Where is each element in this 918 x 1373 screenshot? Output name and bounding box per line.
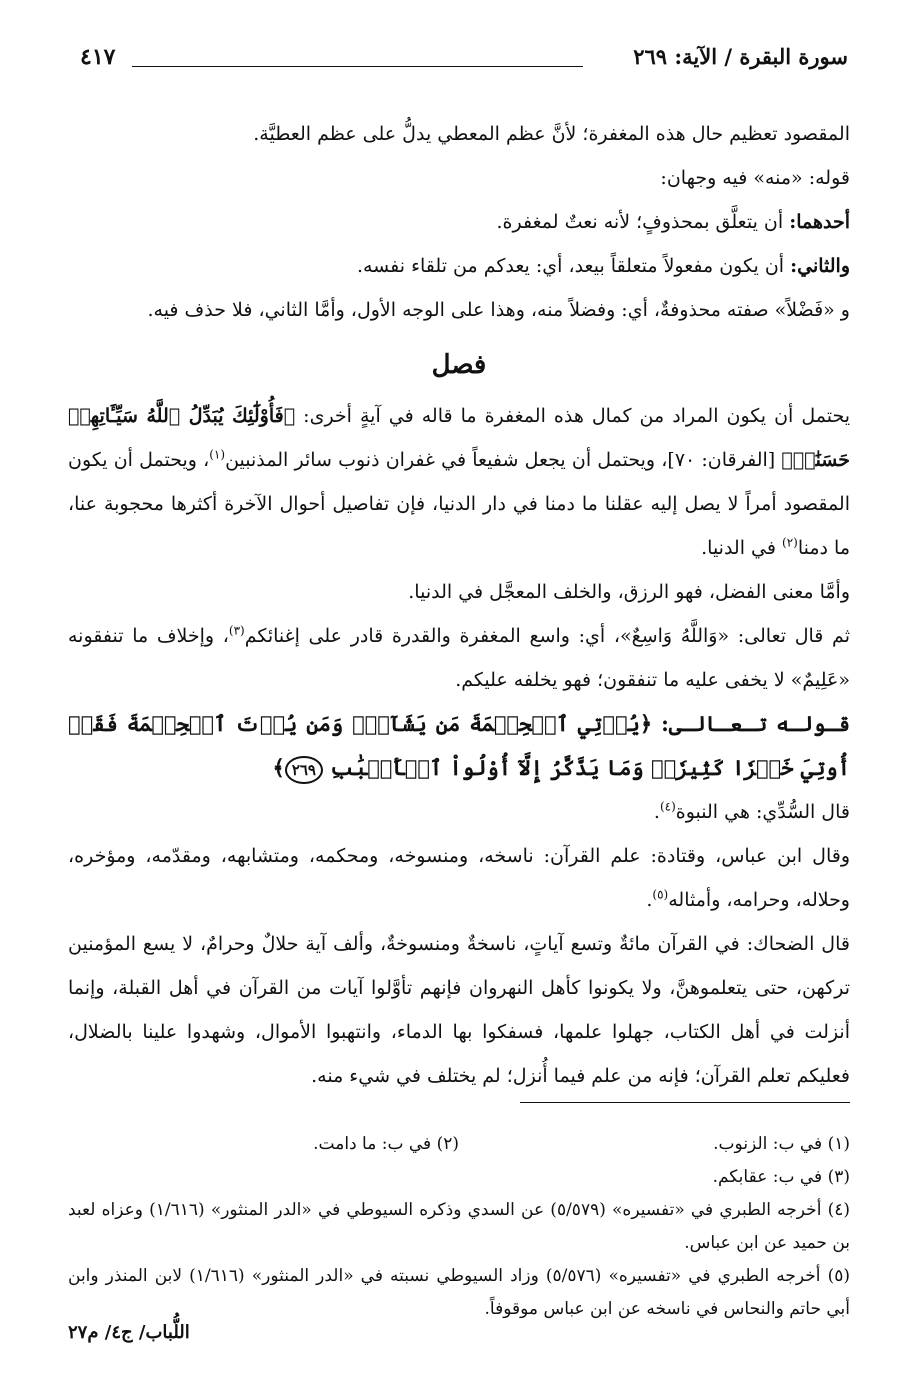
footnote-1: (١) في ب: الزنوب. xyxy=(713,1134,850,1154)
paragraph-6-part-a: يحتمل أن يكون المراد من كمال هذه المغفرة ما قاله في آيةٍ أخرى: xyxy=(295,405,851,427)
signature-mark: اللُّباب/ ج٤/ م٢٧ xyxy=(68,1322,190,1343)
verse-number-badge: ٢٦٩ xyxy=(285,756,323,784)
paragraph-8-part-a: ثم قال تعالى: «وَاللَّهُ وَاسِعٌ»، أي: واسع المغفرة والقدرة قادر على إغنائكم xyxy=(244,625,850,647)
paragraph-4-text: أن يكون مفعولاً متعلقاً بيعد، أي: يعدكم من تلقاء نفسه. xyxy=(356,255,791,277)
page-number: ٤١٧ xyxy=(80,44,116,70)
paragraph-6 xyxy=(68,394,850,570)
quran-citation: ﴿فَأُوْلَٰٓئِكَ يُبَدِّلُ ٱللَّهُ سَيِّـَٔاتِهِمۡ حَسَنَٰتٖ﴾ xyxy=(68,405,850,471)
footnote-ref-1: (١) xyxy=(209,447,226,462)
main-text xyxy=(68,112,850,1098)
footnote-ref-2: (٢) xyxy=(782,535,798,550)
footnote-divider xyxy=(520,1102,850,1103)
paragraph-4 xyxy=(68,244,850,288)
paragraph-8 xyxy=(68,614,850,702)
footnotes xyxy=(68,1128,850,1326)
paragraph-3 xyxy=(68,200,850,244)
paragraph-9-part-a: قال السُّدِّي: هي النبوة xyxy=(675,801,850,823)
paragraph-9-part-b: . xyxy=(653,801,660,823)
footnote-3: (٣) في ب: عقابكم. xyxy=(712,1167,850,1187)
paragraph-7: وأمَّا معنى الفضل، فهو الرزق، والخلف المعجَّل في الدنيا. xyxy=(408,581,850,603)
verse-block xyxy=(68,702,850,790)
paragraph-10-part-b: . xyxy=(646,889,653,911)
paragraph-6-part-d: في الدنيا. xyxy=(701,537,782,559)
running-title: سورة البقرة / الآية: ٢٦٩ xyxy=(633,44,848,69)
footnote-2: (٢) في ب: ما دامت. xyxy=(313,1134,459,1154)
verse-text: ﴿يُؤۡتِي ٱلۡحِكۡمَةَ مَن يَشَآءُۚ وَمَن يُؤۡتَ ٱلۡحِكۡمَةَ فَقَدۡ أُوتِيَ خَيۡرٗا كَثِيرٗاۗ وَمَا يَذَّكَّرُ إِلَّآ أُوْلُواْ ٱلۡأَلۡبَٰبِ xyxy=(68,711,850,780)
paragraph-10 xyxy=(68,834,850,922)
paragraph-1: المقصود تعظيم حال هذه المغفرة؛ لأنَّ عظم المعطي يدلُّ على عظم العطيَّة. xyxy=(253,123,850,145)
paragraph-5: و «فَضْلاً» صفته محذوفةٌ، أي: وفضلاً منه، وهذا على الوجه الأول، وأمَّا الثاني، فلا حذف فيه. xyxy=(147,299,850,321)
paragraph-6-part-c: ، ويحتمل أن يكون المقصود أمراً لا يصل إليه عقلنا ما دمنا في دار الدنيا، فإن تفاصيل أحوال الآخرة أكثرها محجوبة عنا، ما دمنا xyxy=(68,449,850,559)
paragraph-3-text: أن يتعلَّق بمحذوفٍ؛ لأنه نعتٌ لمغفرة. xyxy=(496,211,790,233)
page-header xyxy=(80,44,848,74)
paragraph-4-lead: والثاني: xyxy=(790,255,850,277)
paragraph-6-part-b: [الفرقان: ٧٠]، ويحتمل أن يجعل شفيعاً في غفران ذنوب سائر المذنبين xyxy=(225,449,782,471)
footnote-4: (٤) أخرجه الطبري في «تفسيره» (٥/٥٧٩) عن السدي وذكره السيوطي في «الدر المنثور» (١/٦١٦) وعزاه لعبد بن حميد عن ابن عباس. xyxy=(68,1200,850,1253)
verse-close: ﴾ xyxy=(272,755,285,780)
section-title: فصل xyxy=(431,350,487,380)
footnote-ref-5: (٥) xyxy=(652,887,669,902)
verse-lead: قـولـه تـعـالـى: xyxy=(652,711,851,736)
footnote-row-1 xyxy=(68,1128,850,1161)
paragraph-8-part-b: ، وإخلاف ما تنفقونه «عَلِيمٌ» لا يخفى عليه ما تنفقون؛ فهو يخلفه عليكم. xyxy=(68,625,850,691)
header-rule xyxy=(132,66,583,67)
paragraph-9 xyxy=(68,790,850,834)
paragraph-3-lead: أحدهما: xyxy=(789,211,850,233)
footnote-ref-3: (٣) xyxy=(228,623,245,638)
paragraph-11: قال الضحاك: في القرآن مائةٌ وتسع آياتٍ، ناسخةٌ ومنسوخةٌ، وألف آية حلالٌ وحرامٌ، لا يسع المؤمنين تركهن، حتى يتعلموهنَّ، ولا يكونوا كأهل النهروان فإنهم تأوَّلوا آيات من القرآن في أهل القبلة، وإنما أنزلت في أهل الكتاب، جهلوا علمها، فسفكوا بها الدماء، وانتهبوا الأموال، وشهدوا علينا بالضلال، فعليكم تعلم القرآن؛ فإنه من علم فيما أُنزل؛ لم يختلف في شيء منه. xyxy=(68,933,850,1087)
paragraph-10-part-a: وقال ابن عباس، وقتادة: علم القرآن: ناسخه، ومنسوخه، ومحكمه، ومتشابهه، ومقدّمه، ومؤخره، وحلاله، وحرامه، وأمثاله xyxy=(68,845,850,911)
footnote-5: (٥) أخرجه الطبري في «تفسيره» (٥/٥٧٦) وزاد السيوطي نسبته في «الدر المنثور» (١/٦١٦) لابن المنذر وابن أبي حاتم والنحاس في ناسخه عن ابن عباس موقوفاً. xyxy=(68,1266,851,1319)
paragraph-2: قوله: «منه» فيه وجهان: xyxy=(660,167,850,189)
footnote-ref-4: (٤) xyxy=(659,799,676,814)
